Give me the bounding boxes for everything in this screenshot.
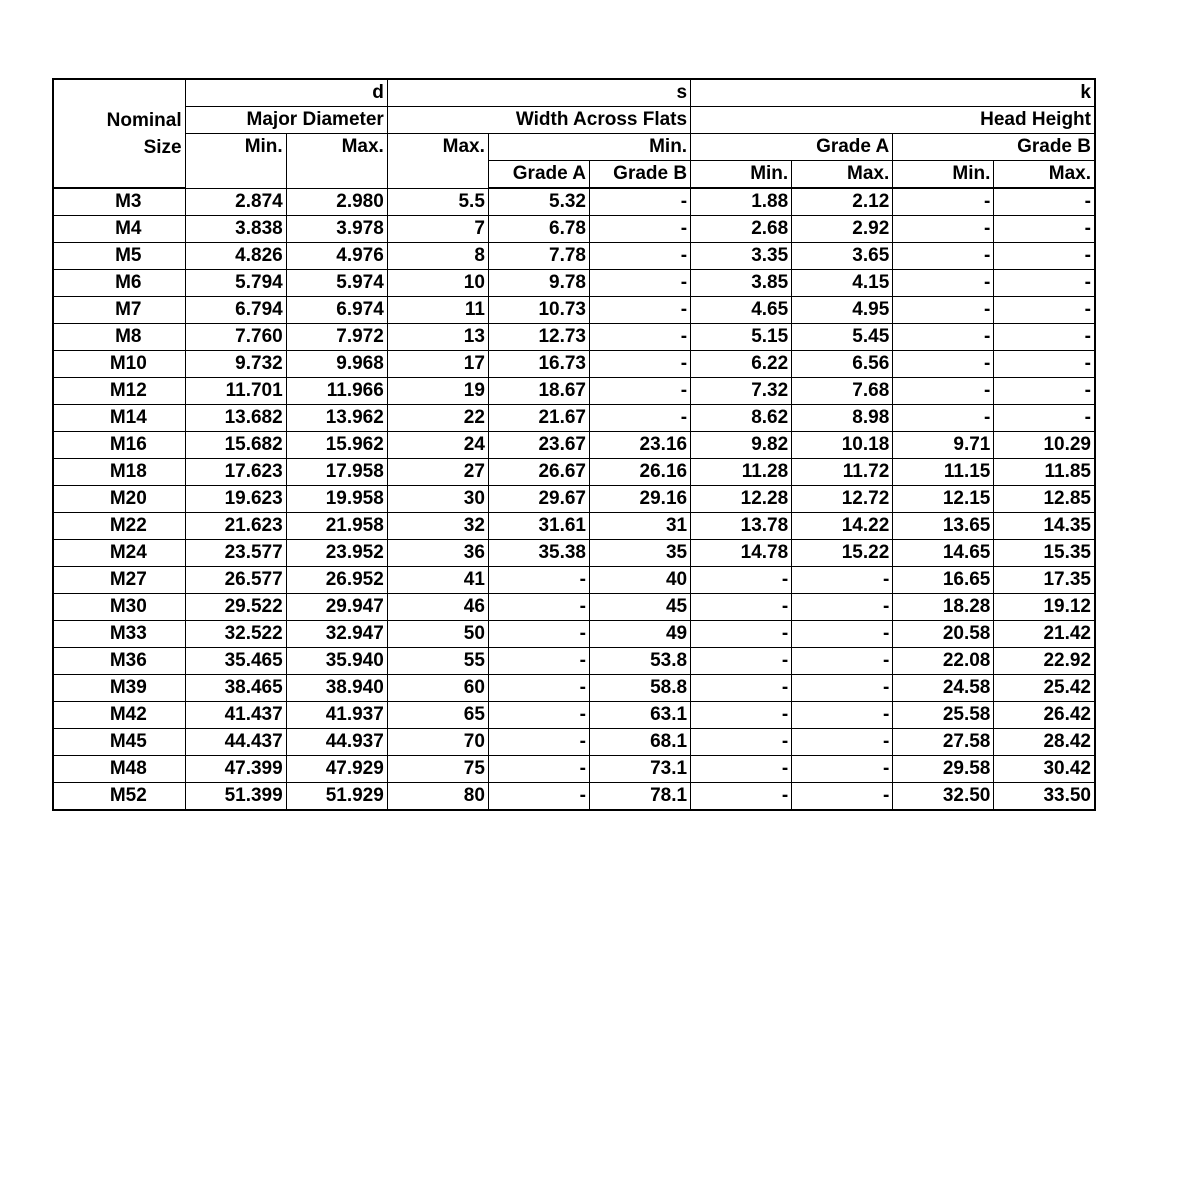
k-grade-a-min-cell: -: [691, 756, 792, 783]
d-max-cell: 19.958: [286, 486, 387, 513]
nominal-size-cell: M18: [53, 459, 185, 486]
k-grade-a-max-cell: 10.18: [792, 432, 893, 459]
s-min-grade-b-cell: 40: [590, 567, 691, 594]
k-grade-b-max-cell: 21.42: [994, 621, 1095, 648]
s-min-grade-a-cell: 5.32: [488, 188, 589, 216]
s-min-grade-b-cell: 45: [590, 594, 691, 621]
nominal-size-cell: M3: [53, 188, 185, 216]
k-grade-b-max-cell: 15.35: [994, 540, 1095, 567]
s-min-grade-a-cell: -: [488, 567, 589, 594]
width-across-flats-header: Width Across Flats: [387, 107, 690, 134]
k-grade-b-max-cell: 11.85: [994, 459, 1095, 486]
s-max-header: Max.: [387, 134, 488, 189]
d-max-cell: 11.966: [286, 378, 387, 405]
s-min-grade-b-cell: 78.1: [590, 783, 691, 811]
s-symbol-header: s: [387, 79, 690, 107]
d-max-cell: 4.976: [286, 243, 387, 270]
k-grade-b-min-cell: 16.65: [893, 567, 994, 594]
k-grade-a-min-cell: 11.28: [691, 459, 792, 486]
s-min-grade-a-cell: -: [488, 648, 589, 675]
table-row: [53, 188, 1095, 216]
k-grade-a-min-cell: 2.68: [691, 216, 792, 243]
s-min-grade-b-cell: 31: [590, 513, 691, 540]
d-min-cell: 15.682: [185, 432, 286, 459]
nominal-size-header: [53, 79, 185, 188]
nominal-size-cell: M6: [53, 270, 185, 297]
k-grade-b-min-cell: -: [893, 270, 994, 297]
d-min-cell: 2.874: [185, 188, 286, 216]
k-grade-a-min-cell: -: [691, 621, 792, 648]
k-grade-b-min-cell: 27.58: [893, 729, 994, 756]
nominal-size-cell: M36: [53, 648, 185, 675]
d-min-cell: 6.794: [185, 297, 286, 324]
k-grade-b-min-cell: 22.08: [893, 648, 994, 675]
s-min-grade-b-cell: -: [590, 378, 691, 405]
k-grade-b-min-cell: 18.28: [893, 594, 994, 621]
s-min-grade-a-cell: 18.67: [488, 378, 589, 405]
s-min-grade-b-cell: -: [590, 216, 691, 243]
s-min-grade-b-cell: -: [590, 243, 691, 270]
d-max-cell: 7.972: [286, 324, 387, 351]
nominal-size-cell: M52: [53, 783, 185, 811]
k-grade-a-min-cell: -: [691, 675, 792, 702]
d-max-cell: 2.980: [286, 188, 387, 216]
d-min-cell: 26.577: [185, 567, 286, 594]
k-grade-a-min-cell: 8.62: [691, 405, 792, 432]
k-a-max-header: Max.: [792, 161, 893, 189]
k-grade-a-max-cell: -: [792, 621, 893, 648]
s-min-grade-b-cell: 68.1: [590, 729, 691, 756]
table-row: [53, 621, 1095, 648]
k-grade-a-max-cell: 2.12: [792, 188, 893, 216]
d-min-cell: 44.437: [185, 729, 286, 756]
s-min-grade-a-cell: -: [488, 621, 589, 648]
s-min-grade-a-cell: -: [488, 729, 589, 756]
k-grade-b-min-cell: -: [893, 216, 994, 243]
s-max-cell: 30: [387, 486, 488, 513]
k-grade-b-min-cell: 11.15: [893, 459, 994, 486]
d-min-cell: 29.522: [185, 594, 286, 621]
d-max-header: Max.: [286, 134, 387, 189]
s-min-grade-a-cell: -: [488, 756, 589, 783]
d-max-cell: 17.958: [286, 459, 387, 486]
s-max-cell: 8: [387, 243, 488, 270]
s-min-grade-b-cell: -: [590, 324, 691, 351]
k-grade-a-min-cell: 12.28: [691, 486, 792, 513]
k-grade-a-min-cell: 1.88: [691, 188, 792, 216]
d-max-cell: 9.968: [286, 351, 387, 378]
d-max-cell: 23.952: [286, 540, 387, 567]
table-row: [53, 540, 1095, 567]
nominal-size-cell: M4: [53, 216, 185, 243]
table-row: [53, 729, 1095, 756]
k-grade-a-min-cell: -: [691, 702, 792, 729]
d-min-cell: 4.826: [185, 243, 286, 270]
k-grade-a-max-cell: -: [792, 702, 893, 729]
k-grade-b-min-cell: -: [893, 324, 994, 351]
d-min-cell: 38.465: [185, 675, 286, 702]
s-min-grade-a-cell: 31.61: [488, 513, 589, 540]
k-grade-b-max-cell: -: [994, 243, 1095, 270]
s-min-grade-b-cell: 29.16: [590, 486, 691, 513]
k-grade-a-min-cell: 4.65: [691, 297, 792, 324]
nominal-size-cell: M42: [53, 702, 185, 729]
k-grade-b-max-cell: 33.50: [994, 783, 1095, 811]
d-max-cell: 26.952: [286, 567, 387, 594]
d-max-cell: 15.962: [286, 432, 387, 459]
k-grade-a-max-cell: -: [792, 648, 893, 675]
nominal-size-cell: M8: [53, 324, 185, 351]
k-grade-b-min-cell: 24.58: [893, 675, 994, 702]
s-min-grade-a-cell: 12.73: [488, 324, 589, 351]
k-grade-a-max-cell: 12.72: [792, 486, 893, 513]
s-min-grade-b-cell: 53.8: [590, 648, 691, 675]
dimensions-table: [52, 78, 1096, 811]
k-grade-b-min-cell: -: [893, 243, 994, 270]
k-grade-a-max-cell: 15.22: [792, 540, 893, 567]
table-row: [53, 459, 1095, 486]
d-max-cell: 38.940: [286, 675, 387, 702]
s-max-cell: 80: [387, 783, 488, 811]
k-grade-a-max-cell: 4.95: [792, 297, 893, 324]
k-grade-a-max-cell: -: [792, 594, 893, 621]
d-min-cell: 9.732: [185, 351, 286, 378]
s-grade-b-header: Grade B: [590, 161, 691, 189]
k-grade-b-max-cell: 25.42: [994, 675, 1095, 702]
k-grade-a-min-cell: 14.78: [691, 540, 792, 567]
nominal-label: Nominal: [106, 109, 182, 131]
k-grade-b-max-cell: 30.42: [994, 756, 1095, 783]
s-max-cell: 50: [387, 621, 488, 648]
nominal-size-cell: M33: [53, 621, 185, 648]
table-body: [53, 188, 1095, 810]
k-symbol-header: k: [691, 79, 1095, 107]
s-max-cell: 11: [387, 297, 488, 324]
k-grade-a-max-cell: -: [792, 675, 893, 702]
d-min-cell: 32.522: [185, 621, 286, 648]
nominal-size-cell: M16: [53, 432, 185, 459]
k-grade-b-min-cell: 14.65: [893, 540, 994, 567]
k-grade-b-max-cell: 10.29: [994, 432, 1095, 459]
s-max-cell: 19: [387, 378, 488, 405]
nominal-size-cell: M10: [53, 351, 185, 378]
k-grade-a-min-cell: -: [691, 648, 792, 675]
k-grade-b-max-cell: 22.92: [994, 648, 1095, 675]
k-grade-a-min-cell: 5.15: [691, 324, 792, 351]
k-grade-b-max-cell: 28.42: [994, 729, 1095, 756]
table-row: [53, 783, 1095, 811]
nominal-size-cell: M5: [53, 243, 185, 270]
table-row: [53, 216, 1095, 243]
s-min-grade-a-cell: 7.78: [488, 243, 589, 270]
nominal-size-cell: M14: [53, 405, 185, 432]
k-b-min-header: Min.: [893, 161, 994, 189]
d-max-cell: 29.947: [286, 594, 387, 621]
nominal-size-cell: M7: [53, 297, 185, 324]
d-min-cell: 23.577: [185, 540, 286, 567]
k-grade-b-min-cell: 12.15: [893, 486, 994, 513]
d-min-cell: 5.794: [185, 270, 286, 297]
k-grade-a-min-cell: -: [691, 783, 792, 811]
k-grade-b-header: Grade B: [893, 134, 1095, 161]
d-max-cell: 44.937: [286, 729, 387, 756]
s-min-grade-b-cell: 49: [590, 621, 691, 648]
k-grade-b-max-cell: 26.42: [994, 702, 1095, 729]
d-max-cell: 13.962: [286, 405, 387, 432]
k-grade-a-max-cell: 6.56: [792, 351, 893, 378]
d-max-cell: 21.958: [286, 513, 387, 540]
nominal-size-cell: M45: [53, 729, 185, 756]
table-row: [53, 702, 1095, 729]
d-min-cell: 7.760: [185, 324, 286, 351]
k-grade-a-max-cell: 2.92: [792, 216, 893, 243]
table-row: [53, 432, 1095, 459]
d-min-cell: 41.437: [185, 702, 286, 729]
s-min-grade-a-cell: 9.78: [488, 270, 589, 297]
d-min-cell: 19.623: [185, 486, 286, 513]
d-symbol-header: d: [185, 79, 387, 107]
k-grade-b-min-cell: 9.71: [893, 432, 994, 459]
s-min-grade-b-cell: 63.1: [590, 702, 691, 729]
s-min-grade-a-cell: -: [488, 783, 589, 811]
k-grade-b-max-cell: -: [994, 378, 1095, 405]
s-min-grade-b-cell: -: [590, 405, 691, 432]
s-max-cell: 5.5: [387, 188, 488, 216]
s-min-grade-b-cell: -: [590, 270, 691, 297]
k-grade-a-min-cell: 3.85: [691, 270, 792, 297]
k-grade-b-min-cell: 29.58: [893, 756, 994, 783]
s-max-cell: 13: [387, 324, 488, 351]
nominal-size-cell: M24: [53, 540, 185, 567]
k-grade-b-max-cell: -: [994, 297, 1095, 324]
nominal-size-cell: M48: [53, 756, 185, 783]
s-max-cell: 7: [387, 216, 488, 243]
s-max-cell: 60: [387, 675, 488, 702]
s-min-grade-b-cell: -: [590, 188, 691, 216]
k-grade-b-min-cell: 20.58: [893, 621, 994, 648]
table-row: [53, 675, 1095, 702]
d-min-cell: 11.701: [185, 378, 286, 405]
s-min-grade-b-cell: 26.16: [590, 459, 691, 486]
table-row: [53, 270, 1095, 297]
k-grade-a-header: Grade A: [691, 134, 893, 161]
s-min-grade-b-cell: 35: [590, 540, 691, 567]
head-height-header: Head Height: [691, 107, 1095, 134]
k-grade-a-max-cell: 11.72: [792, 459, 893, 486]
d-max-cell: 41.937: [286, 702, 387, 729]
d-max-cell: 47.929: [286, 756, 387, 783]
k-grade-b-min-cell: 13.65: [893, 513, 994, 540]
d-min-cell: 21.623: [185, 513, 286, 540]
k-grade-b-max-cell: -: [994, 351, 1095, 378]
s-min-grade-a-cell: 16.73: [488, 351, 589, 378]
table-row: [53, 594, 1095, 621]
k-grade-a-min-cell: -: [691, 567, 792, 594]
s-min-grade-a-cell: 10.73: [488, 297, 589, 324]
s-min-grade-a-cell: 29.67: [488, 486, 589, 513]
s-min-grade-a-cell: 21.67: [488, 405, 589, 432]
s-min-grade-b-cell: 73.1: [590, 756, 691, 783]
s-max-cell: 24: [387, 432, 488, 459]
k-grade-b-min-cell: 25.58: [893, 702, 994, 729]
table-row: [53, 513, 1095, 540]
s-min-grade-b-cell: -: [590, 297, 691, 324]
d-max-cell: 32.947: [286, 621, 387, 648]
nominal-size-cell: M39: [53, 675, 185, 702]
d-max-cell: 6.974: [286, 297, 387, 324]
s-max-cell: 70: [387, 729, 488, 756]
k-grade-a-max-cell: 14.22: [792, 513, 893, 540]
k-grade-a-min-cell: 9.82: [691, 432, 792, 459]
major-diameter-header: Major Diameter: [185, 107, 387, 134]
table-row: [53, 378, 1095, 405]
s-max-cell: 10: [387, 270, 488, 297]
d-min-cell: 51.399: [185, 783, 286, 811]
k-grade-b-max-cell: -: [994, 188, 1095, 216]
k-grade-a-max-cell: 7.68: [792, 378, 893, 405]
nominal-size-cell: M20: [53, 486, 185, 513]
s-min-grade-a-cell: -: [488, 675, 589, 702]
s-grade-a-header: Grade A: [488, 161, 589, 189]
k-grade-a-max-cell: -: [792, 567, 893, 594]
s-min-grade-a-cell: 26.67: [488, 459, 589, 486]
d-max-cell: 51.929: [286, 783, 387, 811]
k-grade-b-max-cell: 17.35: [994, 567, 1095, 594]
k-grade-b-max-cell: 14.35: [994, 513, 1095, 540]
d-min-cell: 17.623: [185, 459, 286, 486]
k-grade-a-min-cell: 13.78: [691, 513, 792, 540]
k-grade-a-min-cell: 3.35: [691, 243, 792, 270]
s-min-grade-b-cell: 23.16: [590, 432, 691, 459]
s-max-cell: 27: [387, 459, 488, 486]
k-grade-a-min-cell: -: [691, 729, 792, 756]
k-grade-b-min-cell: 32.50: [893, 783, 994, 811]
k-grade-b-min-cell: -: [893, 378, 994, 405]
s-min-grade-a-cell: -: [488, 594, 589, 621]
k-grade-b-max-cell: -: [994, 216, 1095, 243]
d-min-cell: 47.399: [185, 756, 286, 783]
k-grade-a-min-cell: -: [691, 594, 792, 621]
table-row: [53, 297, 1095, 324]
k-grade-b-min-cell: -: [893, 188, 994, 216]
k-grade-a-max-cell: -: [792, 756, 893, 783]
nominal-size-cell: M30: [53, 594, 185, 621]
s-max-cell: 75: [387, 756, 488, 783]
table-row: [53, 243, 1095, 270]
k-grade-a-max-cell: 8.98: [792, 405, 893, 432]
nominal-size-cell: M22: [53, 513, 185, 540]
k-grade-a-min-cell: 6.22: [691, 351, 792, 378]
k-grade-b-max-cell: 12.85: [994, 486, 1095, 513]
s-max-cell: 55: [387, 648, 488, 675]
k-grade-b-max-cell: -: [994, 405, 1095, 432]
d-max-cell: 5.974: [286, 270, 387, 297]
s-max-cell: 65: [387, 702, 488, 729]
k-grade-a-max-cell: -: [792, 783, 893, 811]
s-min-grade-b-cell: 58.8: [590, 675, 691, 702]
d-min-header: Min.: [185, 134, 286, 189]
k-b-max-header: Max.: [994, 161, 1095, 189]
s-max-cell: 17: [387, 351, 488, 378]
k-grade-a-max-cell: 3.65: [792, 243, 893, 270]
k-grade-b-max-cell: -: [994, 324, 1095, 351]
s-min-header: Min.: [488, 134, 690, 161]
table-row: [53, 405, 1095, 432]
table-row: [53, 324, 1095, 351]
k-grade-a-max-cell: -: [792, 729, 893, 756]
k-grade-b-max-cell: 19.12: [994, 594, 1095, 621]
s-min-grade-b-cell: -: [590, 351, 691, 378]
s-min-grade-a-cell: 35.38: [488, 540, 589, 567]
k-a-min-header: Min.: [691, 161, 792, 189]
table-row: [53, 351, 1095, 378]
d-min-cell: 35.465: [185, 648, 286, 675]
table-row: [53, 648, 1095, 675]
k-grade-a-max-cell: 4.15: [792, 270, 893, 297]
s-max-cell: 46: [387, 594, 488, 621]
s-min-grade-a-cell: 6.78: [488, 216, 589, 243]
d-max-cell: 3.978: [286, 216, 387, 243]
d-min-cell: 13.682: [185, 405, 286, 432]
s-max-cell: 32: [387, 513, 488, 540]
k-grade-b-min-cell: -: [893, 351, 994, 378]
s-max-cell: 36: [387, 540, 488, 567]
table-row: [53, 567, 1095, 594]
k-grade-b-max-cell: -: [994, 270, 1095, 297]
d-max-cell: 35.940: [286, 648, 387, 675]
s-max-cell: 41: [387, 567, 488, 594]
k-grade-a-min-cell: 7.32: [691, 378, 792, 405]
table-row: [53, 486, 1095, 513]
s-max-cell: 22: [387, 405, 488, 432]
d-min-cell: 3.838: [185, 216, 286, 243]
table-row: [53, 756, 1095, 783]
s-min-grade-a-cell: -: [488, 702, 589, 729]
size-label: Size: [143, 136, 182, 158]
k-grade-b-min-cell: -: [893, 297, 994, 324]
k-grade-b-min-cell: -: [893, 405, 994, 432]
nominal-size-cell: M12: [53, 378, 185, 405]
nominal-size-cell: M27: [53, 567, 185, 594]
k-grade-a-max-cell: 5.45: [792, 324, 893, 351]
s-min-grade-a-cell: 23.67: [488, 432, 589, 459]
